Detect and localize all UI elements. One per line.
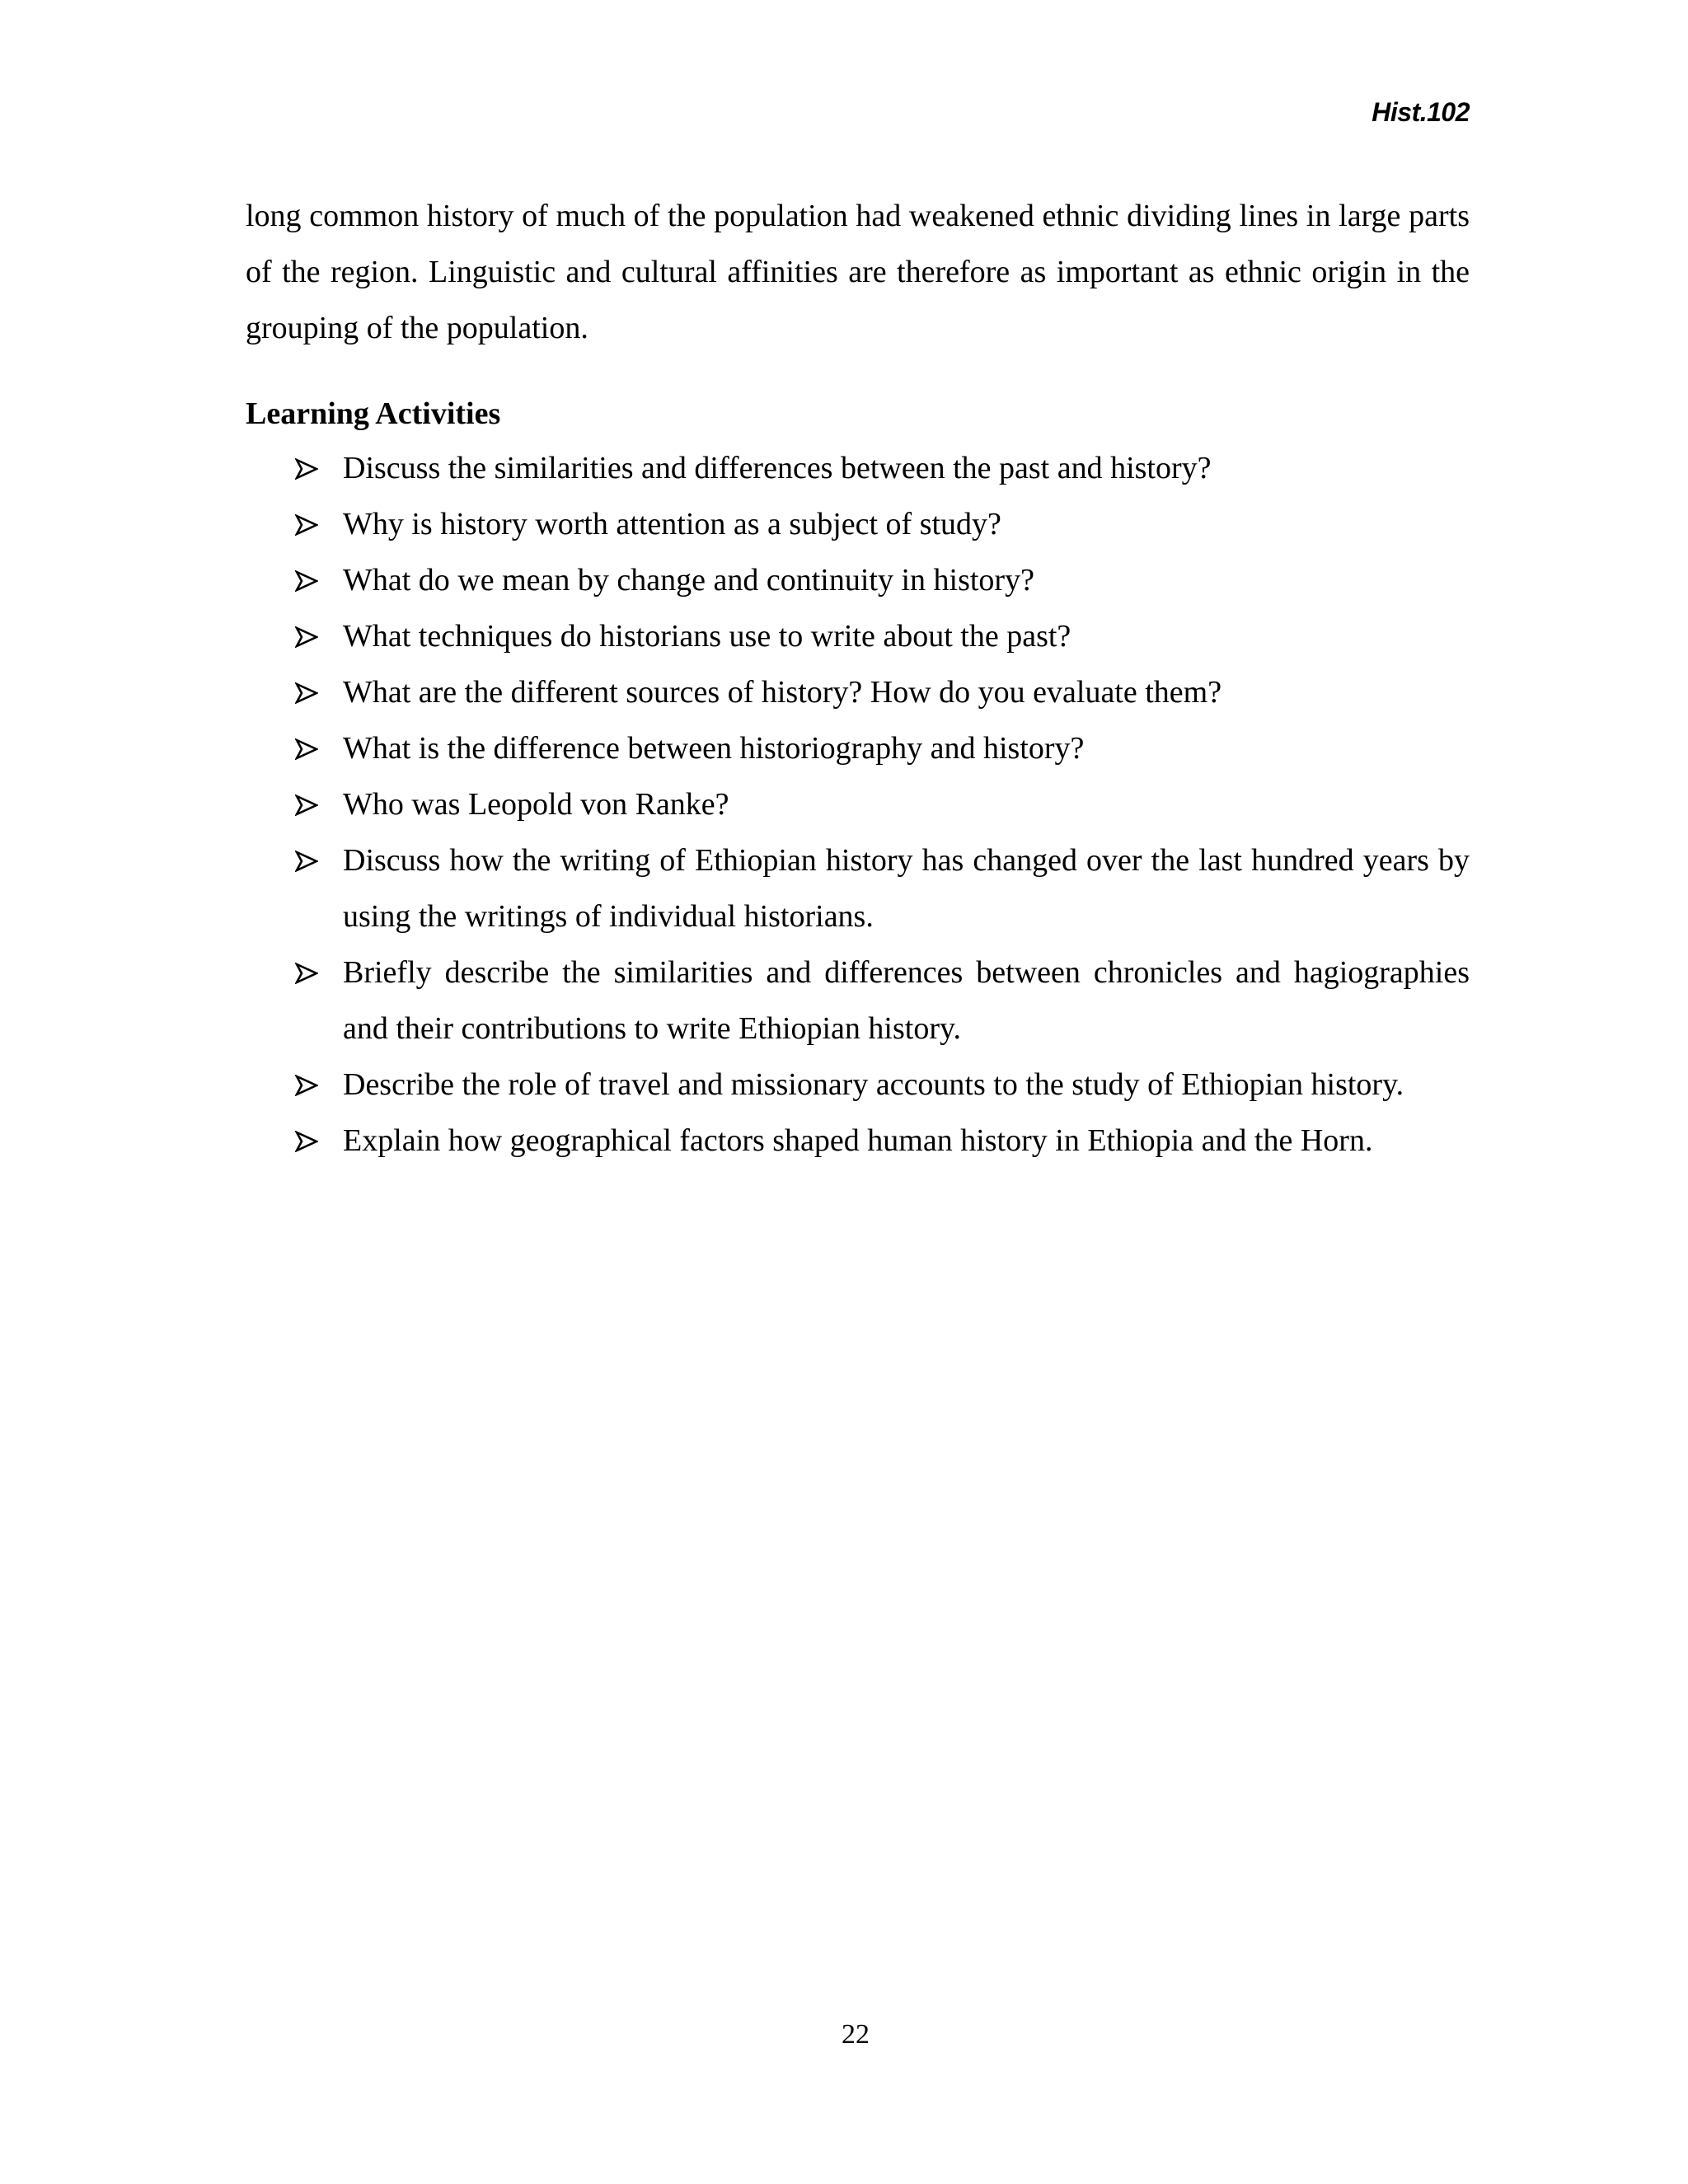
arrowhead-bullet-icon	[295, 738, 318, 760]
activity-text: Explain how geographical factors shaped human history in Ethiopia and the Horn.	[343, 1123, 1373, 1158]
arrowhead-bullet-icon	[295, 963, 318, 984]
activity-text: Briefly describe the similarities and differences between chronicles and hagiographies and their contributions to write Ethiopian history.	[343, 955, 1470, 1046]
page-content	[246, 188, 1470, 1169]
activity-text: Who was Leopold von Ranke?	[343, 787, 729, 822]
list-item	[246, 664, 1470, 720]
activity-text: Discuss the similarities and differences between the past and history?	[343, 451, 1212, 485]
activity-text: What is the difference between historiography and history?	[343, 731, 1085, 766]
learning-activities-list	[246, 440, 1470, 1169]
activity-text: What do we mean by change and continuity in history?	[343, 563, 1034, 598]
arrowhead-bullet-icon	[295, 514, 318, 536]
activity-text: Describe the role of travel and missionary accounts to the study of Ethiopian history.	[343, 1067, 1404, 1102]
page-number: 22	[842, 2019, 870, 2050]
list-item	[246, 944, 1470, 1057]
arrowhead-bullet-icon	[295, 682, 318, 704]
list-item	[246, 552, 1470, 608]
list-item	[246, 608, 1470, 664]
arrowhead-bullet-icon	[295, 1131, 318, 1152]
arrowhead-bullet-icon	[295, 570, 318, 592]
section-heading: Learning Activities	[246, 396, 501, 431]
list-item	[246, 1113, 1470, 1169]
list-item	[246, 720, 1470, 776]
arrowhead-bullet-icon	[295, 1075, 318, 1096]
activity-text: What are the different sources of history? How do you evaluate them?	[343, 675, 1222, 710]
arrowhead-bullet-icon	[295, 851, 318, 872]
arrowhead-bullet-icon	[295, 458, 318, 480]
list-item	[246, 440, 1470, 496]
list-item	[246, 832, 1470, 944]
arrowhead-bullet-icon	[295, 794, 318, 816]
list-item	[246, 776, 1470, 832]
course-code-header: Hist.102	[1372, 97, 1470, 127]
activity-text: Why is history worth attention as a subject of study?	[343, 507, 1001, 541]
activity-text: What techniques do historians use to write about the past?	[343, 619, 1071, 654]
arrowhead-bullet-icon	[295, 626, 318, 648]
list-item	[246, 1057, 1470, 1113]
intro-paragraph: long common history of much of the population had weakened ethnic dividing lines in large parts of the region. Linguistic and cultural affinities are therefore as important as ethnic origin in the grouping of the population.	[246, 199, 1470, 345]
list-item	[246, 496, 1470, 552]
activity-text: Discuss how the writing of Ethiopian history has changed over the last hundred years by using the writings of individual historians.	[343, 843, 1470, 934]
